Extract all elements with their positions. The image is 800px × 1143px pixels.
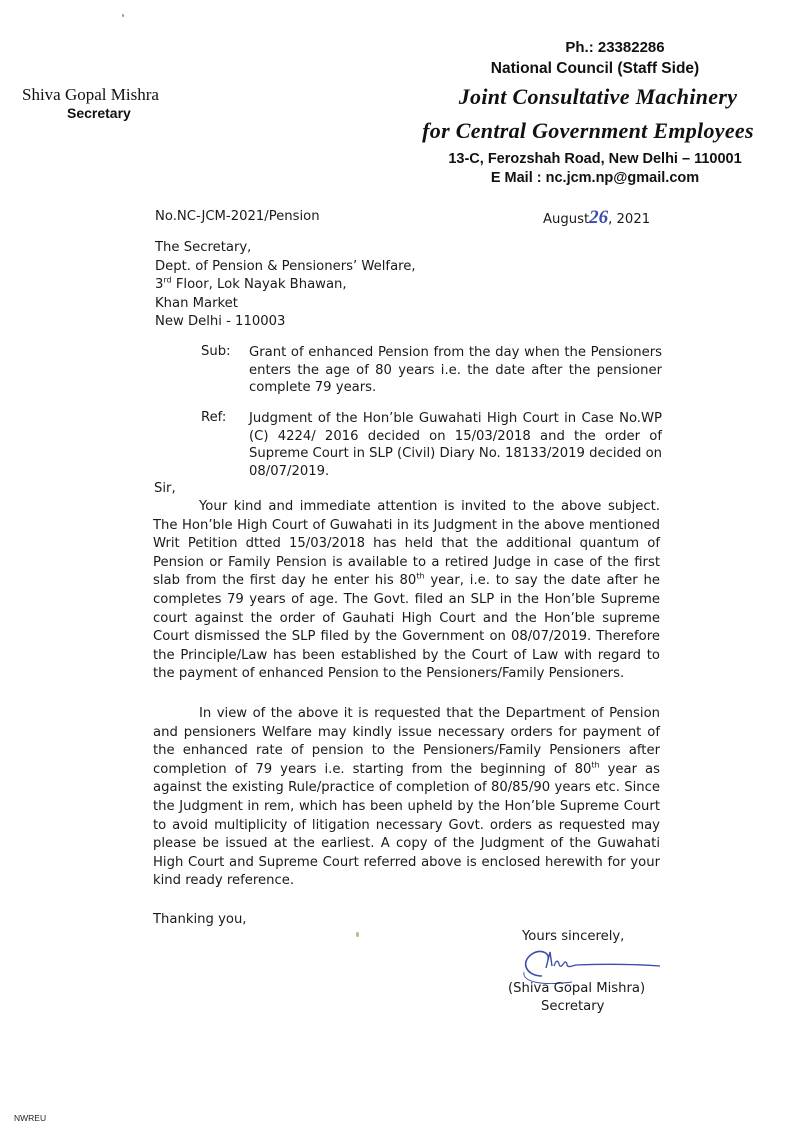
letterhead bbox=[420, 38, 770, 188]
subject-text: Grant of enhanced Pension from the day when the Pensioners enters the age of 80 years i.e. the date after the pensioner complete 79 years. bbox=[249, 345, 662, 395]
date-month: August bbox=[543, 212, 590, 227]
letter-date bbox=[543, 207, 650, 229]
closing-yours: Yours sincerely, bbox=[522, 929, 625, 944]
subject-label: Sub: bbox=[201, 344, 231, 359]
closing-thanks: Thanking you, bbox=[153, 912, 247, 927]
letterhead-address: 13-C, Ferozshah Road, New Delhi – 110001 bbox=[448, 151, 742, 167]
letterhead-phone: Ph.: 23382286 bbox=[565, 39, 665, 56]
recipient-line: Khan Market bbox=[155, 295, 238, 311]
reference-label: Ref: bbox=[201, 410, 227, 425]
signatory-title: Secretary bbox=[541, 999, 605, 1014]
sender-name: Shiva Gopal Mishra bbox=[22, 85, 159, 104]
recipient-line: Dept. of Pension & Pensioners’ Welfare, bbox=[155, 258, 416, 274]
body-paragraph-1: Your kind and immediate attention is invited to the above subject. The Hon’ble High Court of Guwahati in its Judgment in the above mentioned Writ Petition dtted 15/03/2018 has held that the additional quantum of Pension or Family Pension is available to a retired Judge in case of the first slab from the first day he enter his 80th year, i.e. to say the date after he completes 79 years of age. The Govt. filed an SLP in the Hon’ble Supreme court against the order of Gauhati High Court and the Hon’ble supreme Court dismissed the SLP filed by the Government on 08/07/2019. Therefore the Principle/Law has been established by the Court of Law with regard to the payment of enhanced Pension to the Pensioners/Family Pensioners. bbox=[153, 499, 660, 682]
body-paragraph-2: In view of the above it is requested that the Department of Pension and pensioners Welfare may kindly issue necessary orders for payment of the enhanced rate of pension to the Pensioners/Family Pensioners after completion of 79 years i.e. starting from the beginning of 80th year as against the existing Rule/practice of completion of 80/85/90 years etc. Since the Judgment in rem, which has been upheld by the Hon’ble Supreme Court to avoid multiplicity of litigation necessary Govt. orders as requested may please be issued at the earliest. A copy of the Judgment of the Guwahati High Court and Supreme Court referred above is enclosed herewith for your kind ready reference. bbox=[153, 706, 661, 889]
scan-speck bbox=[356, 932, 359, 937]
sender-title: Secretary bbox=[67, 105, 131, 121]
signatory-name: (Shiva Gopal Mishra) bbox=[508, 981, 646, 996]
letterhead-script-line2: for Central Government Employees bbox=[422, 118, 754, 143]
letterhead-email: E Mail : nc.jcm.np@gmail.com bbox=[490, 170, 700, 186]
recipient-address bbox=[155, 239, 416, 332]
reference-number: No.NC-JCM-2021/Pension bbox=[155, 209, 320, 224]
reference-text: Judgment of the Hon’ble Guwahati High Court in Case No.WP (C) 4224/ 2016 decided on 15/03/2018 and the order of Supreme Court in SLP (Civil) Diary No. 18133/2019 decided on 08/07/2019. bbox=[249, 411, 662, 479]
letterhead-script-line1: Joint Consultative Machinery bbox=[458, 84, 738, 109]
salutation: Sir, bbox=[154, 481, 176, 496]
footer-code: NWREU bbox=[14, 1113, 47, 1123]
recipient-line: The Secretary, bbox=[155, 240, 252, 255]
scan-speck bbox=[122, 14, 124, 17]
date-year: , 2021 bbox=[608, 212, 651, 227]
letterhead-council: National Council (Staff Side) bbox=[490, 60, 700, 77]
recipient-line: 3rd Floor, Lok Nayak Bhawan, bbox=[155, 275, 347, 292]
recipient-line: New Delhi - 110003 bbox=[155, 314, 286, 329]
date-day-handwritten: 26 bbox=[589, 207, 609, 228]
